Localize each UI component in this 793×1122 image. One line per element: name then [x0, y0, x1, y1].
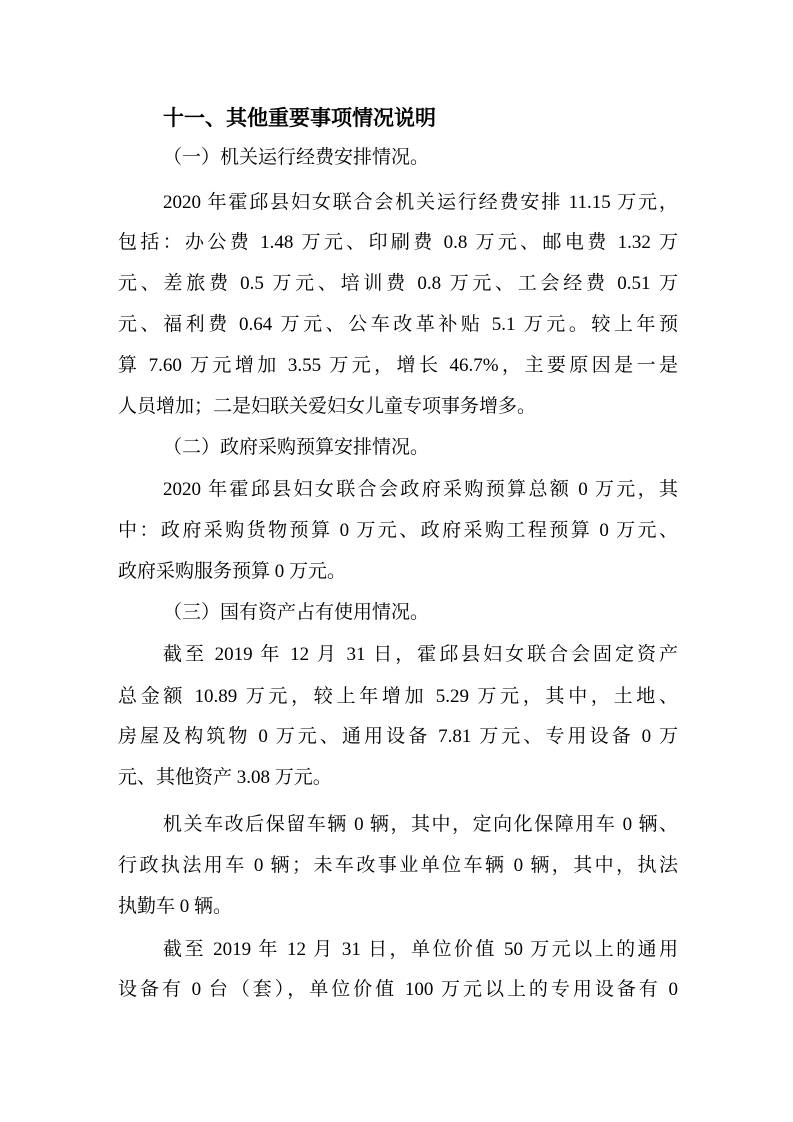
- paragraph-line: 2020 年霍邱县妇女联合会政府采购预算总额 0 万元，其: [163, 479, 678, 500]
- paragraph-line: 算 7.60 万元增加 3.55 万元，增长 46.7%，主要原因是一是: [118, 355, 678, 376]
- paragraph-line: 元、福利费 0.64 万元、公车改革补贴 5.1 万元。较上年预: [118, 314, 678, 335]
- subsection-title-2: （二）政府采购预算安排情况。: [163, 437, 430, 458]
- paragraph-line: 政府采购服务预算 0 万元。: [118, 561, 347, 582]
- paragraph-line: 包括：办公费 1.48 万元、印刷费 0.8 万元、邮电费 1.32 万: [118, 232, 678, 253]
- subsection-title-1: （一）机关运行经费安排情况。: [163, 147, 430, 168]
- paragraph-line: 执勤车 0 辆。: [118, 896, 233, 917]
- paragraph-line: 元、其他资产 3.08 万元。: [118, 767, 332, 788]
- section-heading: 十一、其他重要事项情况说明: [163, 106, 436, 130]
- paragraph-line: 人员增加；二是妇联关爱妇女儿童专项事务增多。: [118, 396, 537, 417]
- paragraph-line: 中：政府采购货物预算 0 万元、政府采购工程预算 0 万元、: [118, 520, 678, 541]
- paragraph-line: 总金额 10.89 万元，较上年增加 5.29 万元，其中，土地、: [118, 686, 678, 707]
- paragraph-line: 2020 年霍邱县妇女联合会机关运行经费安排 11.15 万元，: [163, 192, 678, 213]
- paragraph-line: 截至 2019 年 12 月 31 日，霍邱县妇女联合会固定资产: [163, 644, 678, 665]
- paragraph-line: 截至 2019 年 12 月 31 日，单位价值 50 万元以上的通用: [163, 939, 678, 960]
- paragraph-line: 设备有 0 台（套），单位价值 100 万元以上的专用设备有 0: [118, 979, 678, 1000]
- paragraph-line: 机关车改后保留车辆 0 辆，其中，定向化保障用车 0 辆、: [163, 814, 678, 835]
- paragraph-line: 行政执法用车 0 辆；未车改事业单位车辆 0 辆，其中，执法: [118, 855, 678, 876]
- paragraph-line: 房屋及构筑物 0 万元、通用设备 7.81 万元、专用设备 0 万: [118, 726, 678, 747]
- subsection-title-3: （三）国有资产占有使用情况。: [163, 602, 430, 623]
- paragraph-line: 元、差旅费 0.5 万元、培训费 0.8 万元、工会经费 0.51 万: [118, 273, 678, 294]
